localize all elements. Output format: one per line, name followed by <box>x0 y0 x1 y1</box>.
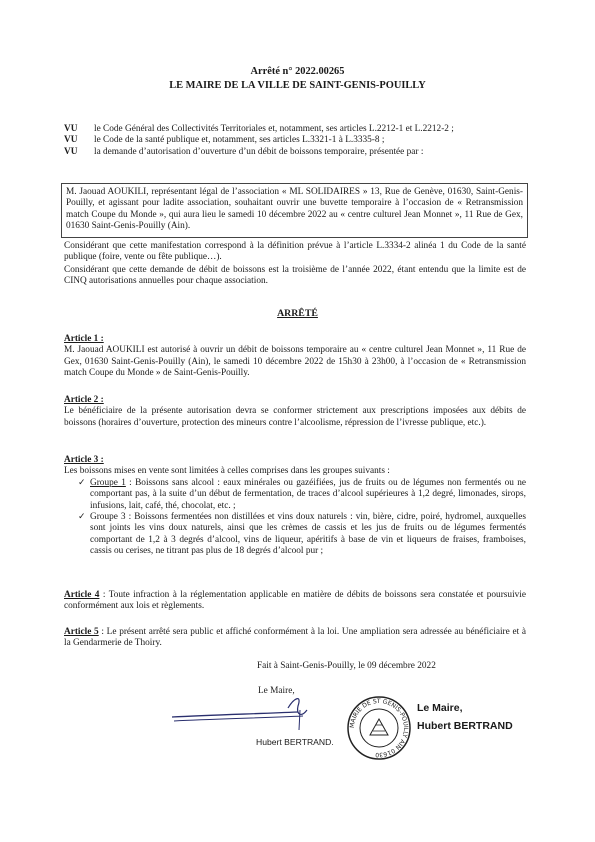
vu-item <box>64 135 504 146</box>
considerant: Considérant que cette demande de débit de boissons est la troisième de l’année 2022, étant entendu que la limite est de CINQ autorisations annuelles pour chaque association. <box>64 265 526 287</box>
vu-text: le Code de la santé publique et, notamment, ses articles L.3321-1 à L.3335-8 ; <box>94 135 385 146</box>
section-title: ARRÊTÉ <box>277 308 318 319</box>
considerant: Considérant que cette manifestation correspond à la définition prévue à l’article L.3334-2 alinéa 1 du Code de la santé publique (foire, vente ou fête publique…). <box>64 241 526 263</box>
group-description: : Boissons fermentées non distillées et vins doux naturels : vin, bière, cidre, poiré, hydromel, auxquelles sont joints les vins doux naturels, ainsi que les crèmes de cassis et les jus de fruits ou de légumes fermentés comportant de 1,2 à 3 degrés d’alcool, vins de liqueur, apéritifs à base de vin et liqueurs de fraises, framboises, cassis ou cerises, ne titrant pas plus de 18 degrés d’alcool pur ; <box>90 512 527 557</box>
vu-item <box>64 147 504 158</box>
list-item <box>78 478 526 512</box>
check-icon: ✓ <box>78 512 86 523</box>
article-heading: Article 1 : <box>64 334 104 344</box>
authority-title: LE MAIRE DE LA VILLE DE SAINT-GENIS-POUILLY <box>169 80 426 91</box>
seal-text: MAIRIE DE ST GENIS-POUILLY AIN 01630 <box>348 697 410 759</box>
article-text: M. Jaouad AOUKILI est autorisé à ouvrir un débit de boissons temporaire au « centre culturel Jean Monnet », 11 Rue de Gex, 01630 Saint-Genis-Pouilly (Ain), le samedi 10 décembre 2022 de 15h30 à 23h00, à l’occasion de « Retransmission match Coupe du Monde » de Saint-Genis-Pouilly. <box>64 345 526 379</box>
article-5 <box>64 627 526 650</box>
article-2 <box>64 395 526 429</box>
signatory-name: Hubert BERTRAND. <box>256 737 334 747</box>
vu-key: VU <box>64 135 78 146</box>
arrete-number: Arrêté n° 2022.00265 <box>250 66 345 77</box>
vu-item <box>64 124 504 135</box>
article-intro: Les boissons mises en vente sont limitées à celles comprises dans les groupes suivants : <box>64 466 390 477</box>
request-box: M. Jaouad AOUKILI, représentant légal de l’association « ML SOLIDAIRES » 13, Rue de Genève, 01630, Saint-Genis-Pouilly, et agissant pour ladite association, souhaitant ouvrir une buvette temporaire à l’occasion de « Retransmission match Coupe du Monde », qui aura lieu le samedi 10 décembre 2022 au « centre culturel Jean Monnet », 11 Rue de Gex, 01630 Saint-Genis-Pouilly (Ain). <box>61 183 528 238</box>
stamp-line: Le Maire, <box>417 702 463 714</box>
handwritten-signature <box>170 690 345 740</box>
list-item <box>78 512 526 558</box>
group-text <box>90 478 526 512</box>
vu-key: VU <box>64 146 78 157</box>
vu-text: le Code Général des Collectivités Territoriales et, notamment, ses articles L.2212-1 et L.2212-2 ; <box>94 124 454 134</box>
article-heading: Article 4 <box>64 590 100 600</box>
mayor-stamp <box>417 699 513 735</box>
place-date: Fait à Saint-Genis-Pouilly, le 09 décembre 2022 <box>257 661 436 671</box>
article-heading: Article 5 <box>64 627 99 637</box>
check-icon: ✓ <box>78 477 86 488</box>
vu-list <box>64 124 504 158</box>
article-text: : Le présent arrêté sera public et affiché conformément à la loi. Une ampliation sera adressée au bénéficiaire et à la Gendarmerie de Thoiry. <box>64 627 526 649</box>
article-heading: Article 2 : <box>64 395 104 405</box>
mayor-label: Le Maire, <box>258 686 295 696</box>
group-label: Groupe 1 <box>90 477 126 488</box>
article-1 <box>64 334 526 380</box>
article-text: : Toute infraction à la réglementation applicable en matière de débits de boissons sera constatée et poursuivie conformément aux lois et règlements. <box>64 590 527 612</box>
group-text <box>90 512 526 558</box>
mairie-seal-icon <box>346 695 412 761</box>
vu-text: la demande d’autorisation d’ouverture d’un débit de boissons temporaire, présentée par : <box>94 146 424 157</box>
drink-groups <box>64 478 526 558</box>
group-label: Groupe 3 <box>90 512 126 523</box>
stamp-name: Hubert BERTRAND <box>417 720 513 732</box>
vu-key: VU <box>64 124 78 134</box>
article-heading: Article 3 : <box>64 455 104 465</box>
article-3 <box>64 455 526 558</box>
article-4 <box>64 590 526 613</box>
group-description: : Boissons sans alcool : eaux minérales ou gazéifiées, jus de fruits ou de légumes non fermentés ou ne comportant pas, à la suite d’un début de fermentation, de traces d’alcool supérieures à 1,2 degré, limonades, sirops, infusions, lait, café, thé, chocolat, etc. ; <box>90 477 526 511</box>
article-text: Le bénéficiaire de la présente autorisation devra se conformer strictement aux prescriptions imposées aux débits de boissons (horaires d’ouverture, protection des mineurs contre l’alcoolisme, répression de l’ivresse publique, etc.). <box>64 406 526 428</box>
